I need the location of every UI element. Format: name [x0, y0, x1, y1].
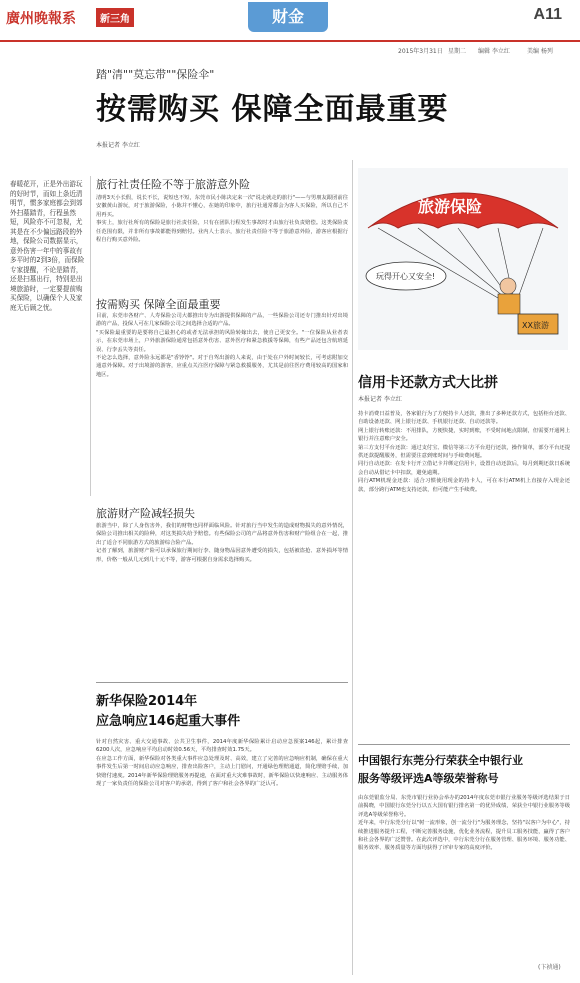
article1-para-3: 旅游当中，除了人身伤害外，我们的财物也同样面临风险。针对旅行当中发生的造成财物损失的意外情况，保险公司推出相关的险种，对这类损失给予赔偿。有些保险公司的产品将意外伤害和财产险组合在一起，推出了适合不同旅游方式的旅游综合险产品。 记者了解到，旅游财产险可以承保旅行期间行李、随身物品因意外遭受的损失，包括被盗抢、意外损坏等情形，价格一般从几元到几十元不等，游客可根据自身需求选择购买。 [96, 523, 348, 563]
article2-headline-line1: 新华保险2014年 [96, 694, 198, 709]
luggage-label: XX旅游 [522, 321, 549, 330]
article1-headline: 按需购买 保障全面最重要 [96, 92, 449, 127]
article1-sidebar: 春暖花开，正是外出游玩的好时节，而如上条近清明节，惯多家庭都会到郊外扫墓踏青，行程虽然短，风险亦不可忽视，尤其是在不少偏远路段的外地，保险公司数据显示，意外伤害一年中的事故有多平时的2到3倍，而保险专家提醒，不论是踏青，还是扫墓出行，特别是出境旅游时，一定要提前购买保险，以确保个人及家庭无后顾之忧。 [10, 180, 85, 312]
sidebar-divider [90, 176, 91, 496]
speech-text: 玩得开心又安全! [376, 272, 436, 281]
parachute-illustration [358, 168, 568, 350]
article1-byline: 本报记者 李立红 [96, 142, 140, 149]
section-tab: 财金 [248, 2, 328, 32]
article2-headline-line2: 应急响应146起重大事件 [96, 714, 241, 729]
editor: 编辑 李立红 [478, 48, 510, 55]
article4-body: 由东莞银监分局、东莞市银行业协会举办的2014年度东莞市银行业服务等级评选结果于日前揭晓，中国银行东莞分行以五大国有银行排名第一的优异成绩，荣获全中银行业服务等级评选A等级荣誉称号。 近年来，中行东莞分行以"树一流形象，创一流分行"为服务理念，坚持"以客户为中心"，持续推进服务提升工程，不断完善服务设施，优化业务流程，提升员工服务技能，赢得了客户和社会各界的广泛赞誉。在此次评选中，中行东莞分行在服务管理、服务环境、服务功能、服务效率、服务质量等方面均获得了评审专家的高度评价。 [358, 795, 570, 852]
dateline [0, 40, 580, 55]
article3-body: 持卡消费日益普及，各家银行为了方便持卡人还款，推出了多种还款方式，包括柜台还款、自助设备还款、网上银行还款、手机银行还款、自动还款等。 网上银行转账还款：不用排队，方便快捷，实时到账，不受时间地点限制，但需要开通网上银行并注意账户安全。 第三方支付平台还款：通过支付宝、微信等第三方平台进行还款，操作简单，部分平台还提供还款提醒服务，但需要注意到账时间与手续费问题。 同行自动还款：在发卡行开立借记卡并绑定信用卡，设置自动还款后，每月到期还款日系统会自动从借记卡中扣款，避免逾期。 同行ATM机现金还款：适合习惯使用现金的持卡人，可在本行ATM机上直接存入现金还款，部分跨行ATM也支持还款，但可能产生手续费。 [358, 411, 570, 493]
divider [96, 682, 348, 683]
article1-kicker: 踏"清""莫忘带""保险伞" [96, 68, 215, 81]
parachute-label: 旅游保险 [418, 197, 483, 216]
article1-subhead-2: 按需购买 保障全面最重要 [96, 298, 221, 311]
designer: 美编 杨列 [527, 48, 553, 55]
column-divider [352, 160, 353, 975]
article4-headline-line1: 中国银行东莞分行荣获全中银行业 [358, 754, 523, 767]
article4-credit: (卞祯通) [538, 964, 561, 971]
article1-para-1: 清明3天小长假，说长不长，说短也不短，东莞市民小陈决定来一次"说走就走的旅行"——与男朋友跟团前往安徽黄山游玩，对于旅游保险，小陈并不懂心，在她的印象中，旅行社通常都会为客人买保险，所以自己不用再买。 事实上，旅行社所有的保险是旅行社责任险，只有在团队行程发生事故时才由旅行社负责赔偿。这类保险责任范围有限，并非所有事故都能得到赔付。业内人士表示，旅行社责任险不等于旅游意外险，游客应根据行程自行购买意外险。 [96, 195, 348, 244]
traveler-body [498, 294, 520, 314]
weekday: 星期二 [448, 48, 467, 55]
date: 2015年3月31日 [398, 48, 443, 55]
divider [358, 744, 570, 745]
traveler-head [500, 278, 516, 294]
article2-body: 针对自然灾害、重大交通事故、公共卫生事件，2014年度新华保险累计启动应急预案146起，累计排查6200人次，应急响应平均启动时效0.56天，平均排查时效1.75天。 在应急工作方面，新华保险对各类重大事件应急处理及时、高效，建立了完善的应急响应机制，确保在重大事件发生后第一时间启动应急响应，排查出险客户，主动上门慰问，开通绿色理赔通道，简化理赔手续，加快赔付速度。2014年新华保险理赔服务再提速，在面对重大灾难事故时，新华保险以快速响应、主动服务体现了一家负责任的保险公司对客户的承诺，得到了客户和社会各界的广泛认可。 [96, 739, 348, 788]
article3-headline: 信用卡还款方式大比拼 [358, 375, 498, 391]
article1-subhead-1: 旅行社责任险不等于旅游意外险 [96, 178, 250, 191]
edition-badge: 新三角 [96, 8, 134, 27]
article3-byline: 本报记者 李立红 [358, 396, 402, 403]
masthead [0, 0, 580, 40]
article1-subhead-3: 旅游财产险减轻损失 [96, 507, 195, 520]
paper-logo: 廣州晚報系 [6, 11, 76, 27]
article1-para-2: 目前，东莞市各财产、人寿保险公司大都推出专为出游提供保障的产品，一些保险公司还专门推出针对出境游的产品，投保人可在几家保险公司之间选择合适的产品。 "买保险最重要的是要将自己最担心的或者无法承担的风险转嫁出去，使自己更安全。"一位保险从业者表示，在东莞市场上，户外旅游保险通常包括意外伤害、意外医疗和紧急救援等保障，有些产品还包含航班延误、行李丢失等责任。 不论怎么选择，意外险永远都是"香饽饽"。对于自驾出游的人来说，由于处在户外时间较长，可考虑附加交通意外保障。对于出境游的游客，应重点关注医疗保障与紧急救援服务，尤其是前往医疗费用较高的国家和地区。 [96, 313, 348, 378]
page-number: A11 [533, 6, 562, 23]
article4-headline-line2: 服务等级评选A等级荣誉称号 [358, 772, 499, 785]
